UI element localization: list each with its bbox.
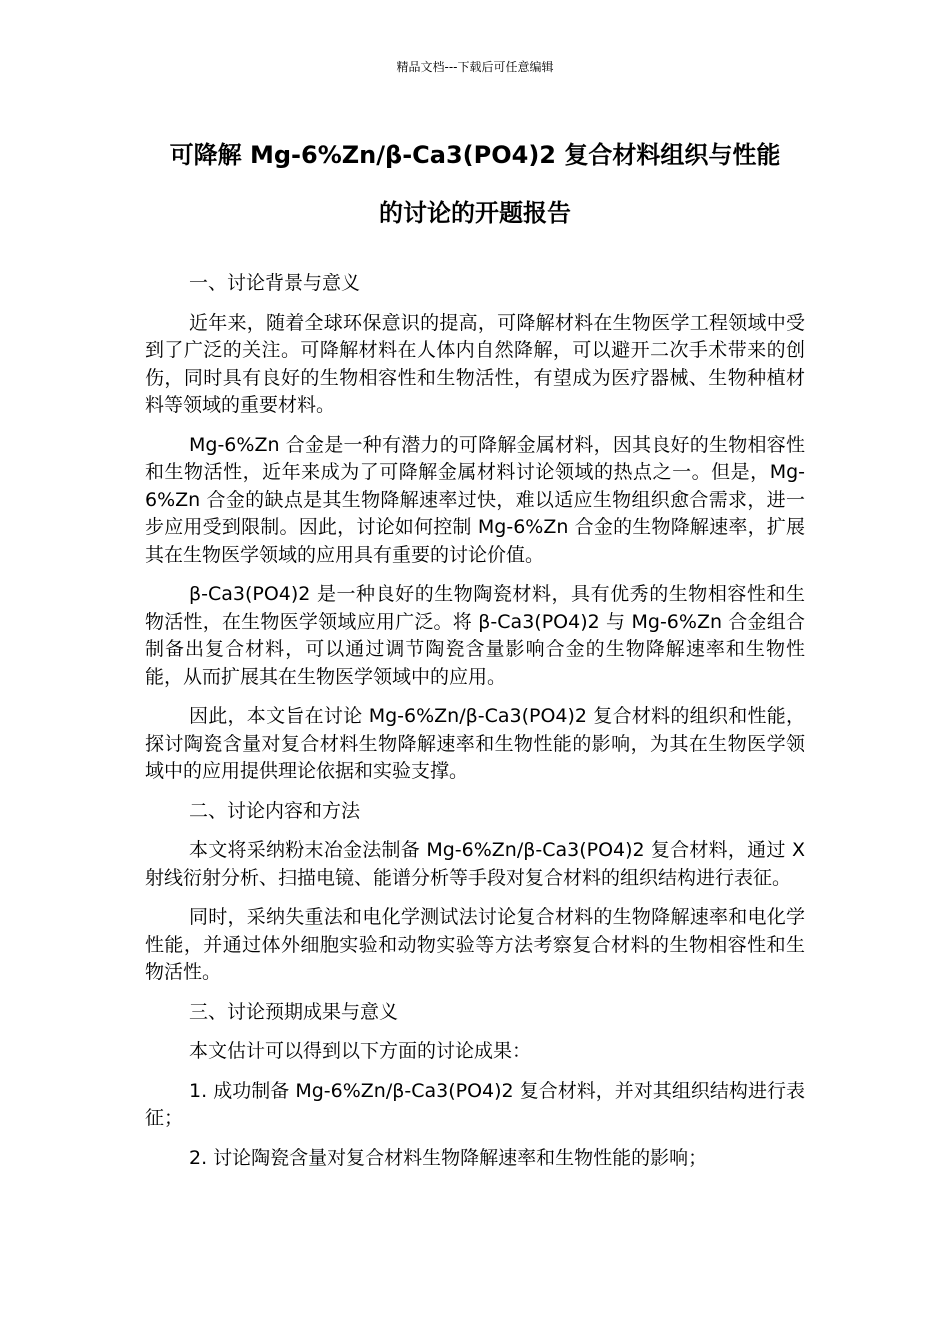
list-item: 2. 讨论陶瓷含量对复合材料生物降解速率和生物性能的影响； <box>189 1146 708 1169</box>
page-header: 精品文档---下载后可任意编辑 <box>396 60 554 74</box>
paragraph: 因此，本文旨在讨论 Mg-6%Zn/β-Ca3(PO4)2 复合材料的组织和性能，探讨陶瓷含量对复合材料生物降解速率和生物性能的影响，为其在生物医学领域中的应用提供理论依据和实验支撑。 <box>145 705 805 782</box>
paragraph: 近年来，随着全球环保意识的提高，可降解材料在生物医学工程领域中受到了广泛的关注。可降解材料在人体内自然降解，可以避开二次手术带来的创伤，同时具有良好的生物相容性和生物活性，有望成为医疗器械、生物种植材料等领域的重要材料。 <box>145 311 805 416</box>
section-heading-content-methods: 二、讨论内容和方法 <box>189 799 361 822</box>
section-heading-background: 一、讨论背景与意义 <box>189 272 361 294</box>
paragraph: 本文估计可以得到以下方面的讨论成果： <box>189 1040 532 1062</box>
document-title-line-1: 可降解 Mg-6%Zn/β-Ca3(PO4)2 复合材料组织与性能 <box>169 141 781 169</box>
document-body <box>145 270 805 1184</box>
paragraph: 同时，采纳失重法和电化学测试法讨论复合材料的生物降解速率和电化学性能，并通过体外细胞实验和动物实验等方法考察复合材料的生物相容性和生物活性。 <box>145 906 805 983</box>
paragraph: β-Ca3(PO4)2 是一种良好的生物陶瓷材料，具有优秀的生物相容性和生物活性，在生物医学领域应用广泛。将 β-Ca3(PO4)2 与 Mg-6%Zn 合金组合制备出复合材料，可以通过调节陶瓷含量影响合金的生物降解速率和生物性能，从而扩展其在生物医学领域中的应用。 <box>145 583 805 688</box>
section-heading-expected-results: 三、讨论预期成果与意义 <box>189 1000 399 1023</box>
paragraph: 本文将采纳粉末冶金法制备 Mg-6%Zn/β-Ca3(PO4)2 复合材料，通过 X 射线衍射分析、扫描电镜、能谱分析等手段对复合材料的组织结构进行表征。 <box>145 839 805 889</box>
document-title-line-2: 的讨论的开题报告 <box>379 199 571 227</box>
paragraph: Mg-6%Zn 合金是一种有潜力的可降解金属材料，因其良好的生物相容性和生物活性，近年来成为了可降解金属材料讨论领域的热点之一。但是，Mg-6%Zn 合金的缺点是其生物降解速率过快，难以适应生物组织愈合需求，进一步应用受到限制。因此，讨论如何控制 Mg-6%Zn 合金的生物降解速率，扩展其在生物医学领域的应用具有重要的讨论价值。 <box>145 433 805 566</box>
list-item: 1. 成功制备 Mg-6%Zn/β-Ca3(PO4)2 复合材料，并对其组织结构进行表征； <box>145 1079 805 1129</box>
